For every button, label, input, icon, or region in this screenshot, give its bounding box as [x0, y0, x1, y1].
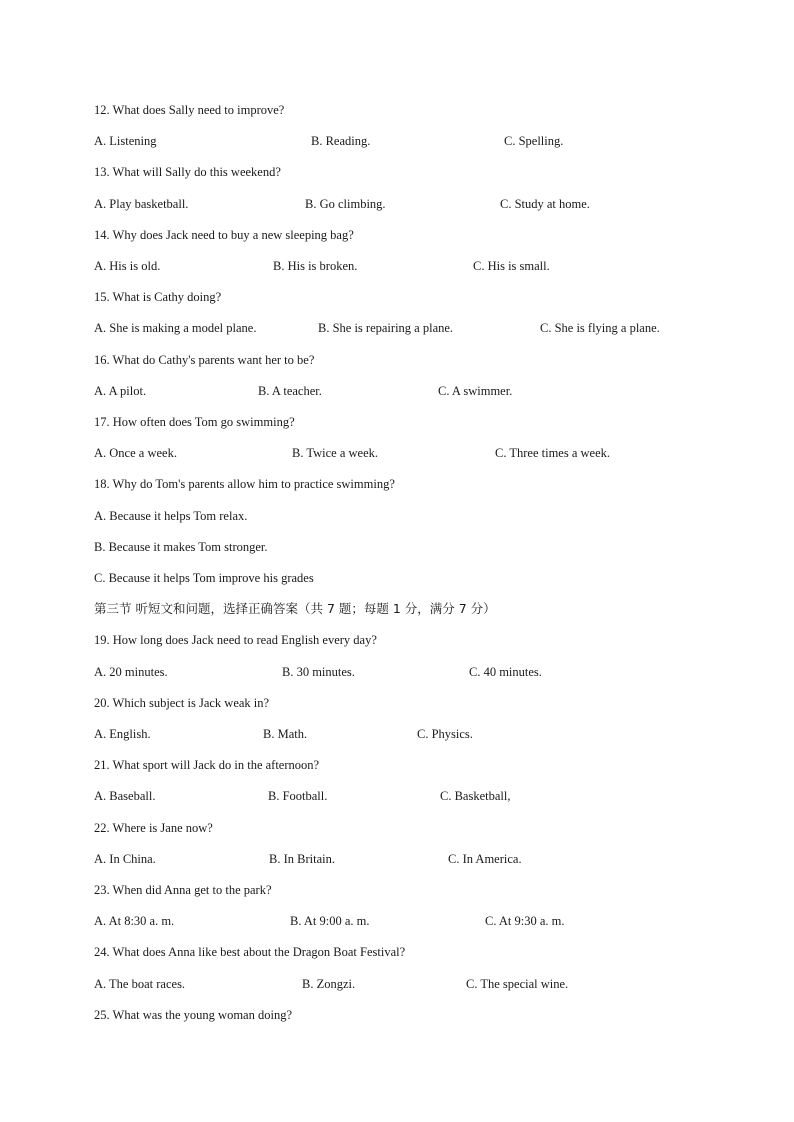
q16-option-c: C. A swimmer.	[438, 384, 513, 398]
q12-option-a: A. Listening	[94, 134, 157, 148]
question-22: 22. Where is Jane now?	[94, 821, 213, 835]
q13-option-b: B. Go climbing.	[305, 197, 386, 211]
q17-option-a: A. Once a week.	[94, 446, 177, 460]
q20-option-b: B. Math.	[263, 727, 308, 741]
q22-option-c: C. In America.	[448, 852, 522, 866]
question-18: 18. Why do Tom's parents allow him to practice swimming?	[94, 477, 395, 491]
q13-option-a: A. Play basketball.	[94, 197, 189, 211]
q23-option-a: A. At 8:30 a. m.	[94, 914, 175, 928]
question-14: 14. Why does Jack need to buy a new sleeping bag?	[94, 228, 354, 242]
question-20: 20. Which subject is Jack weak in?	[94, 696, 270, 710]
q15-option-c: C. She is flying a plane.	[540, 321, 660, 335]
q17-option-b: B. Twice a week.	[292, 446, 379, 460]
q14-option-a: A. His is old.	[94, 259, 161, 273]
q18-option-b: B. Because it makes Tom stronger.	[94, 540, 268, 554]
q19-option-b: B. 30 minutes.	[282, 665, 355, 679]
section-heading: 第三节 听短文和问题，选择正确答案（共 7 题；每题 1 分，满分 7 分）	[94, 601, 496, 616]
question-24: 24. What does Anna like best about the Dragon Boat Festival?	[94, 945, 406, 959]
q24-option-c: C. The special wine.	[466, 977, 569, 991]
q19-option-a: A. 20 minutes.	[94, 665, 168, 679]
q15-option-a: A. She is making a model plane.	[94, 321, 257, 335]
q15-option-b: B. She is repairing a plane.	[318, 321, 454, 335]
q18-option-c: C. Because it helps Tom improve his grades	[94, 571, 314, 585]
q18-option-a: A. Because it helps Tom relax.	[94, 509, 248, 523]
question-17: 17. How often does Tom go swimming?	[94, 415, 295, 429]
question-16: 16. What do Cathy's parents want her to be?	[94, 353, 315, 367]
q23-option-b: B. At 9:00 a. m.	[290, 914, 370, 928]
q20-option-a: A. English.	[94, 727, 151, 741]
q20-option-c: C. Physics.	[417, 727, 473, 741]
q12-option-b: B. Reading.	[311, 134, 371, 148]
q14-option-c: C. His is small.	[473, 259, 550, 273]
q13-option-c: C. Study at home.	[500, 197, 590, 211]
q19-option-c: C. 40 minutes.	[469, 665, 542, 679]
question-21: 21. What sport will Jack do in the afternoon?	[94, 758, 320, 772]
question-23: 23. When did Anna get to the park?	[94, 883, 272, 897]
question-13: 13. What will Sally do this weekend?	[94, 165, 281, 179]
question-12: 12. What does Sally need to improve?	[94, 103, 285, 117]
question-15: 15. What is Cathy doing?	[94, 290, 222, 304]
q16-option-a: A. A pilot.	[94, 384, 147, 398]
q22-option-a: A. In China.	[94, 852, 156, 866]
q24-option-b: B. Zongzi.	[302, 977, 356, 991]
q22-option-b: B. In Britain.	[269, 852, 335, 866]
q21-option-a: A. Baseball.	[94, 789, 156, 803]
question-25: 25. What was the young woman doing?	[94, 1008, 292, 1022]
question-19: 19. How long does Jack need to read English every day?	[94, 633, 377, 647]
q21-option-c: C. Basketball,	[440, 789, 511, 803]
q17-option-c: C. Three times a week.	[495, 446, 611, 460]
q12-option-c: C. Spelling.	[504, 134, 564, 148]
q16-option-b: B. A teacher.	[258, 384, 322, 398]
q23-option-c: C. At 9:30 a. m.	[485, 914, 565, 928]
q24-option-a: A. The boat races.	[94, 977, 186, 991]
q21-option-b: B. Football.	[268, 789, 328, 803]
q14-option-b: B. His is broken.	[273, 259, 358, 273]
